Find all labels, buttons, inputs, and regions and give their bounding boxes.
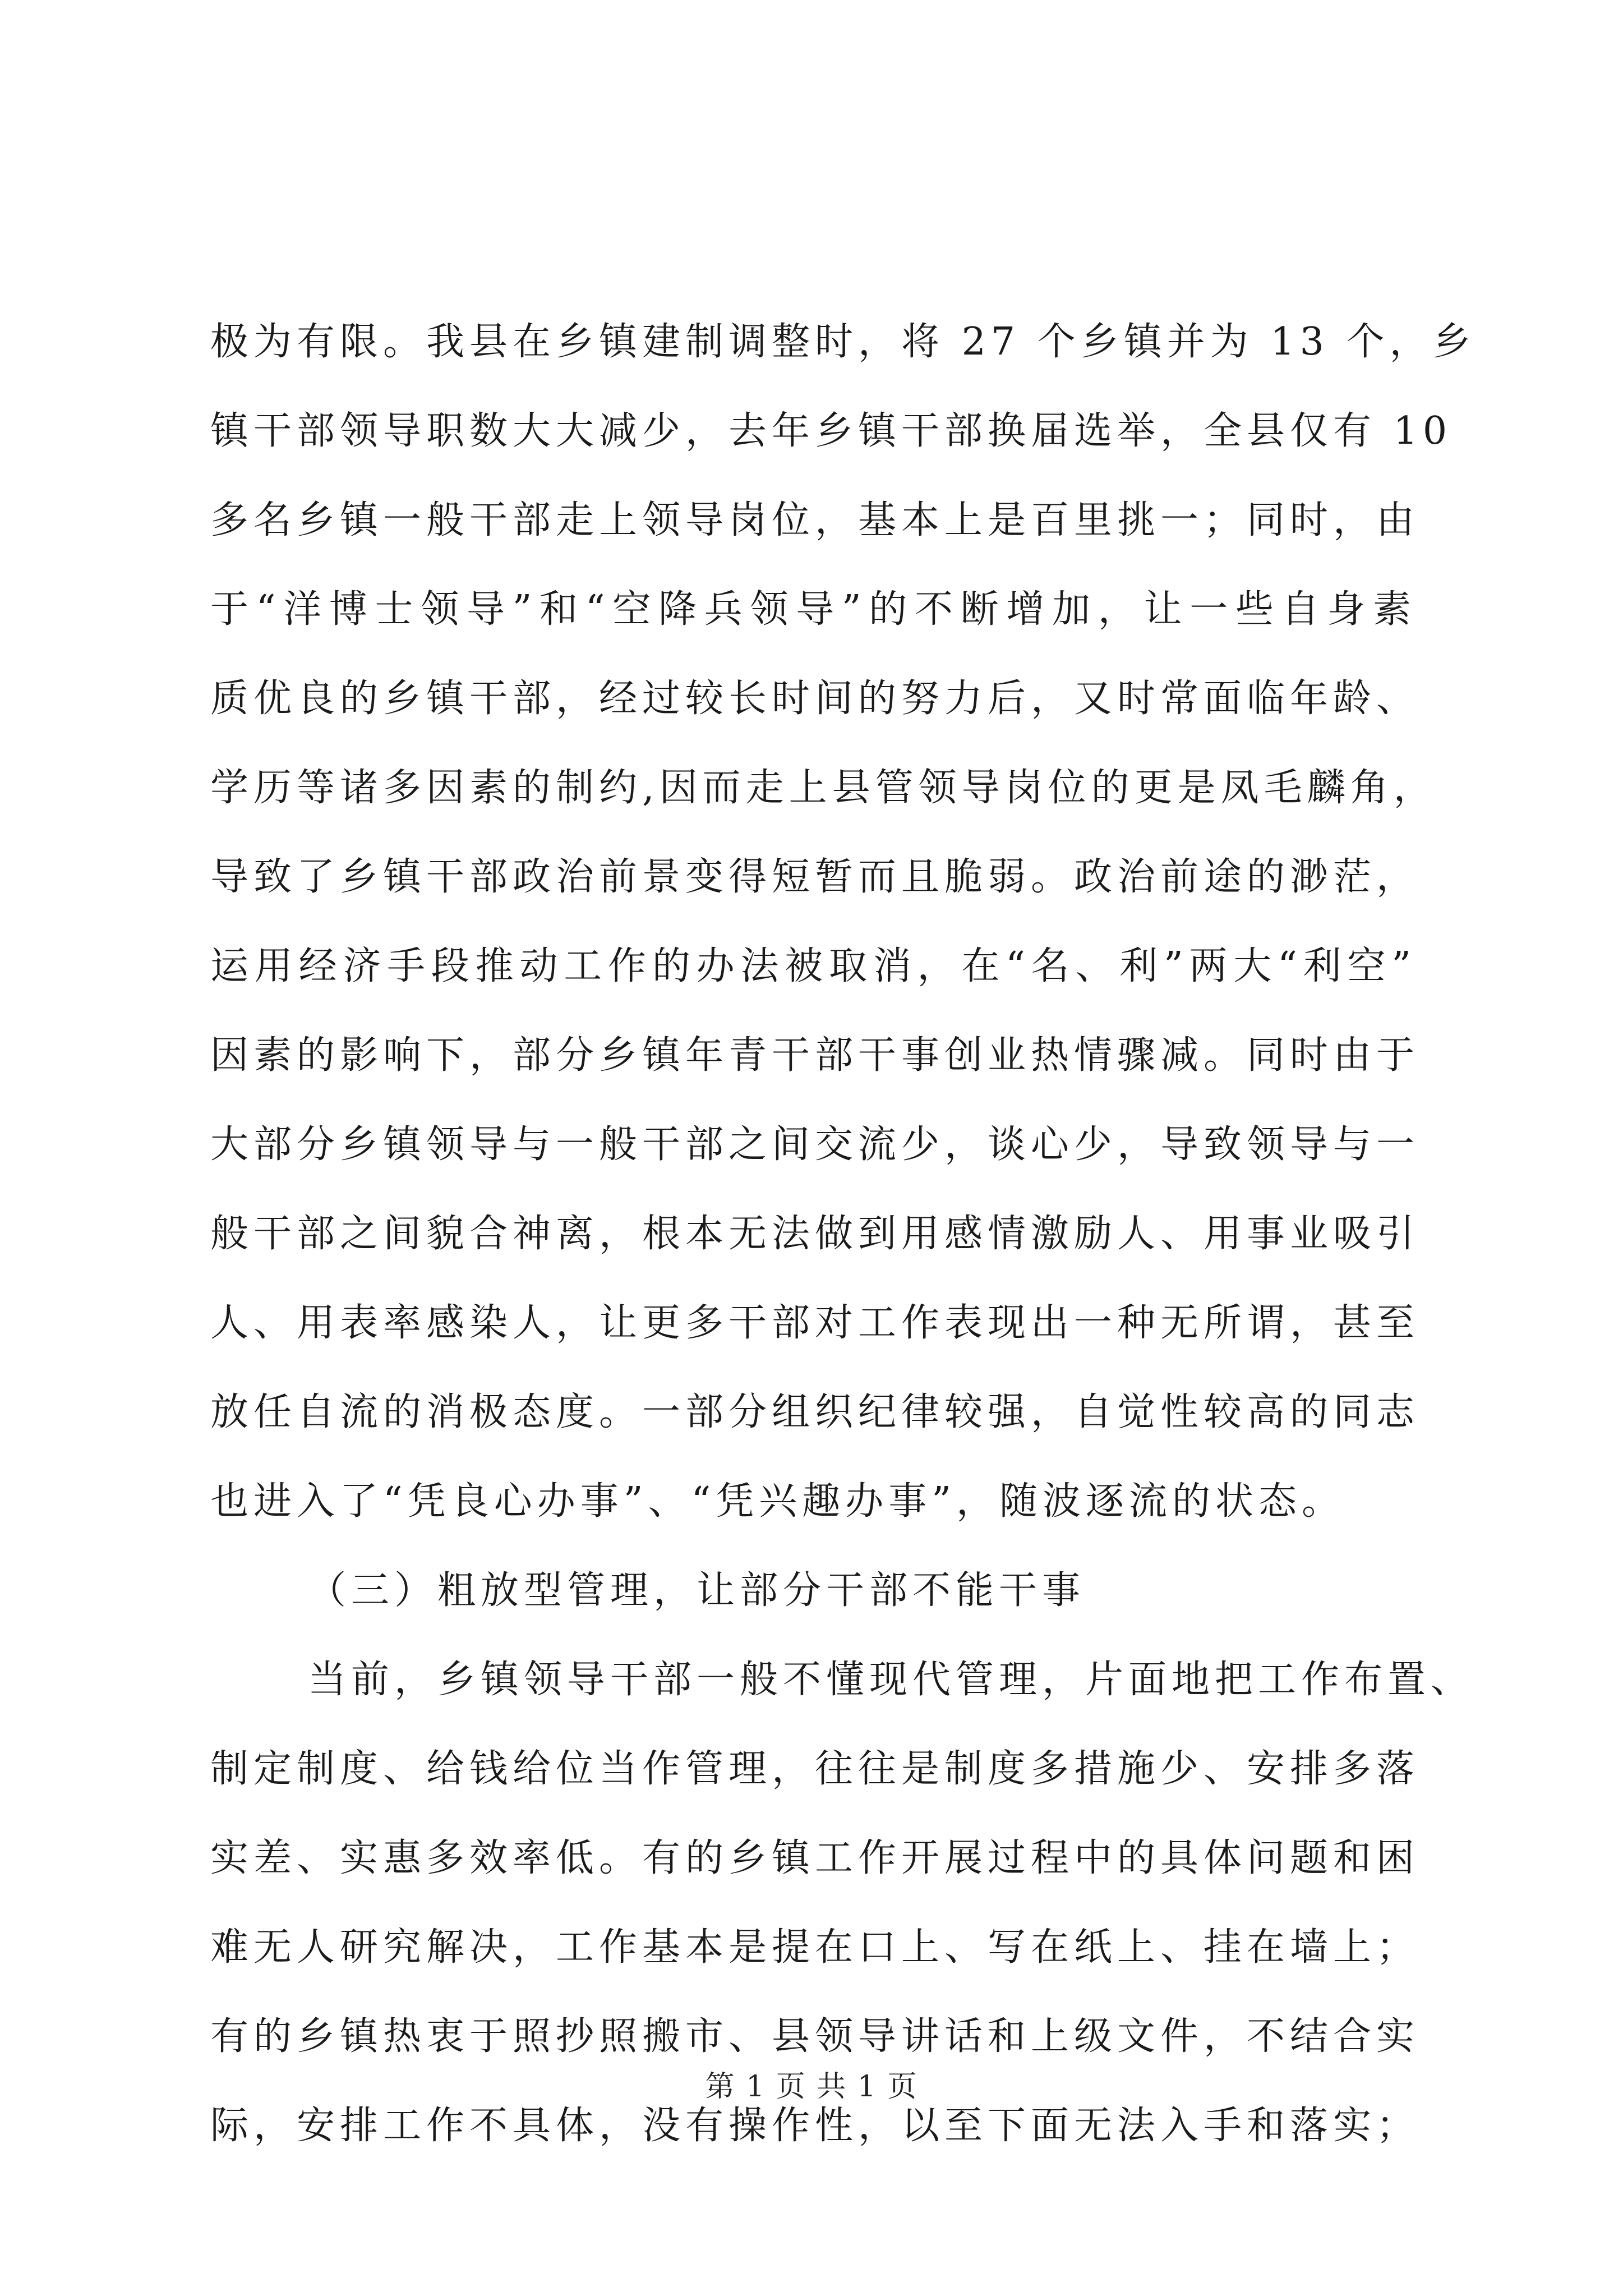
text-line: 制定制度、给钱给位当作管理，往往是制度多措施少、安排多落 <box>210 1747 1420 1791</box>
text-line: 有的乡镇热衷于照抄照搬市、县领导讲话和上级文件，不结合实 <box>210 2014 1420 2059</box>
page-footer: 第 1 页 共 1 页 <box>705 2070 918 2104</box>
text-line: 际，安排工作不具体，没有操作性，以至下面无法入手和落实； <box>210 2104 1420 2148</box>
text-line: 学历等诸多因素的制约,因而走上县管领导岗位的更是凤毛麟角， <box>210 766 1437 810</box>
text-line: 因素的影响下，部分乡镇年青干部干事创业热情骤减。同时由于 <box>210 1033 1420 1078</box>
document-body <box>210 297 1476 2170</box>
text-line: 般干部之间貌合神离，根本无法做到用感情激励人、用事业吸引 <box>210 1212 1420 1256</box>
text-line: 镇干部领导职数大大减少，去年乡镇干部换届选举，全县仅有 10 <box>210 409 1453 453</box>
text-line: 于“洋博士领导”和“空降兵领导”的不断增加，让一些自身素 <box>210 587 1416 632</box>
text-line: 质优良的乡镇干部，经过较长时间的努力后，又时常面临年龄、 <box>210 677 1420 721</box>
text-line: 极为有限。我县在乡镇建制调整时，将 27 个乡镇并为 13 个，乡 <box>210 320 1476 364</box>
text-line: 多名乡镇一般干部走上领导岗位，基本上是百里挑一；同时，由 <box>210 498 1420 542</box>
text-line: 运用经济手段推动工作的办法被取消，在“名、利”两大“利空” <box>210 944 1416 988</box>
text-line: 人、用表率感染人，让更多干部对工作表现出一种无所谓，甚至 <box>210 1301 1420 1345</box>
text-line: 大部分乡镇领导与一般干部之间交流少，谈心少，导致领导与一 <box>210 1122 1420 1167</box>
text-line: 实差、实惠多效率低。有的乡镇工作开展过程中的具体问题和困 <box>210 1836 1420 1880</box>
section-heading: （三）粗放型管理，让部分干部不能干事 <box>308 1568 1086 1613</box>
text-line: 也进入了“凭良心办事”、“凭兴趣办事”，随波逐流的状态。 <box>210 1479 1345 1524</box>
text-line: 难无人研究解决，工作基本是提在口上、写在纸上、挂在墙上； <box>210 1925 1420 1970</box>
text-line: 当前，乡镇领导干部一般不懂现代管理，片面地把工作布置、 <box>308 1658 1474 1702</box>
text-line: 放任自流的消极态度。一部分组织纪律较强，自觉性较高的同志 <box>210 1390 1420 1434</box>
text-line: 导致了乡镇干部政治前景变得短暂而且脆弱。政治前途的渺茫， <box>210 855 1420 899</box>
